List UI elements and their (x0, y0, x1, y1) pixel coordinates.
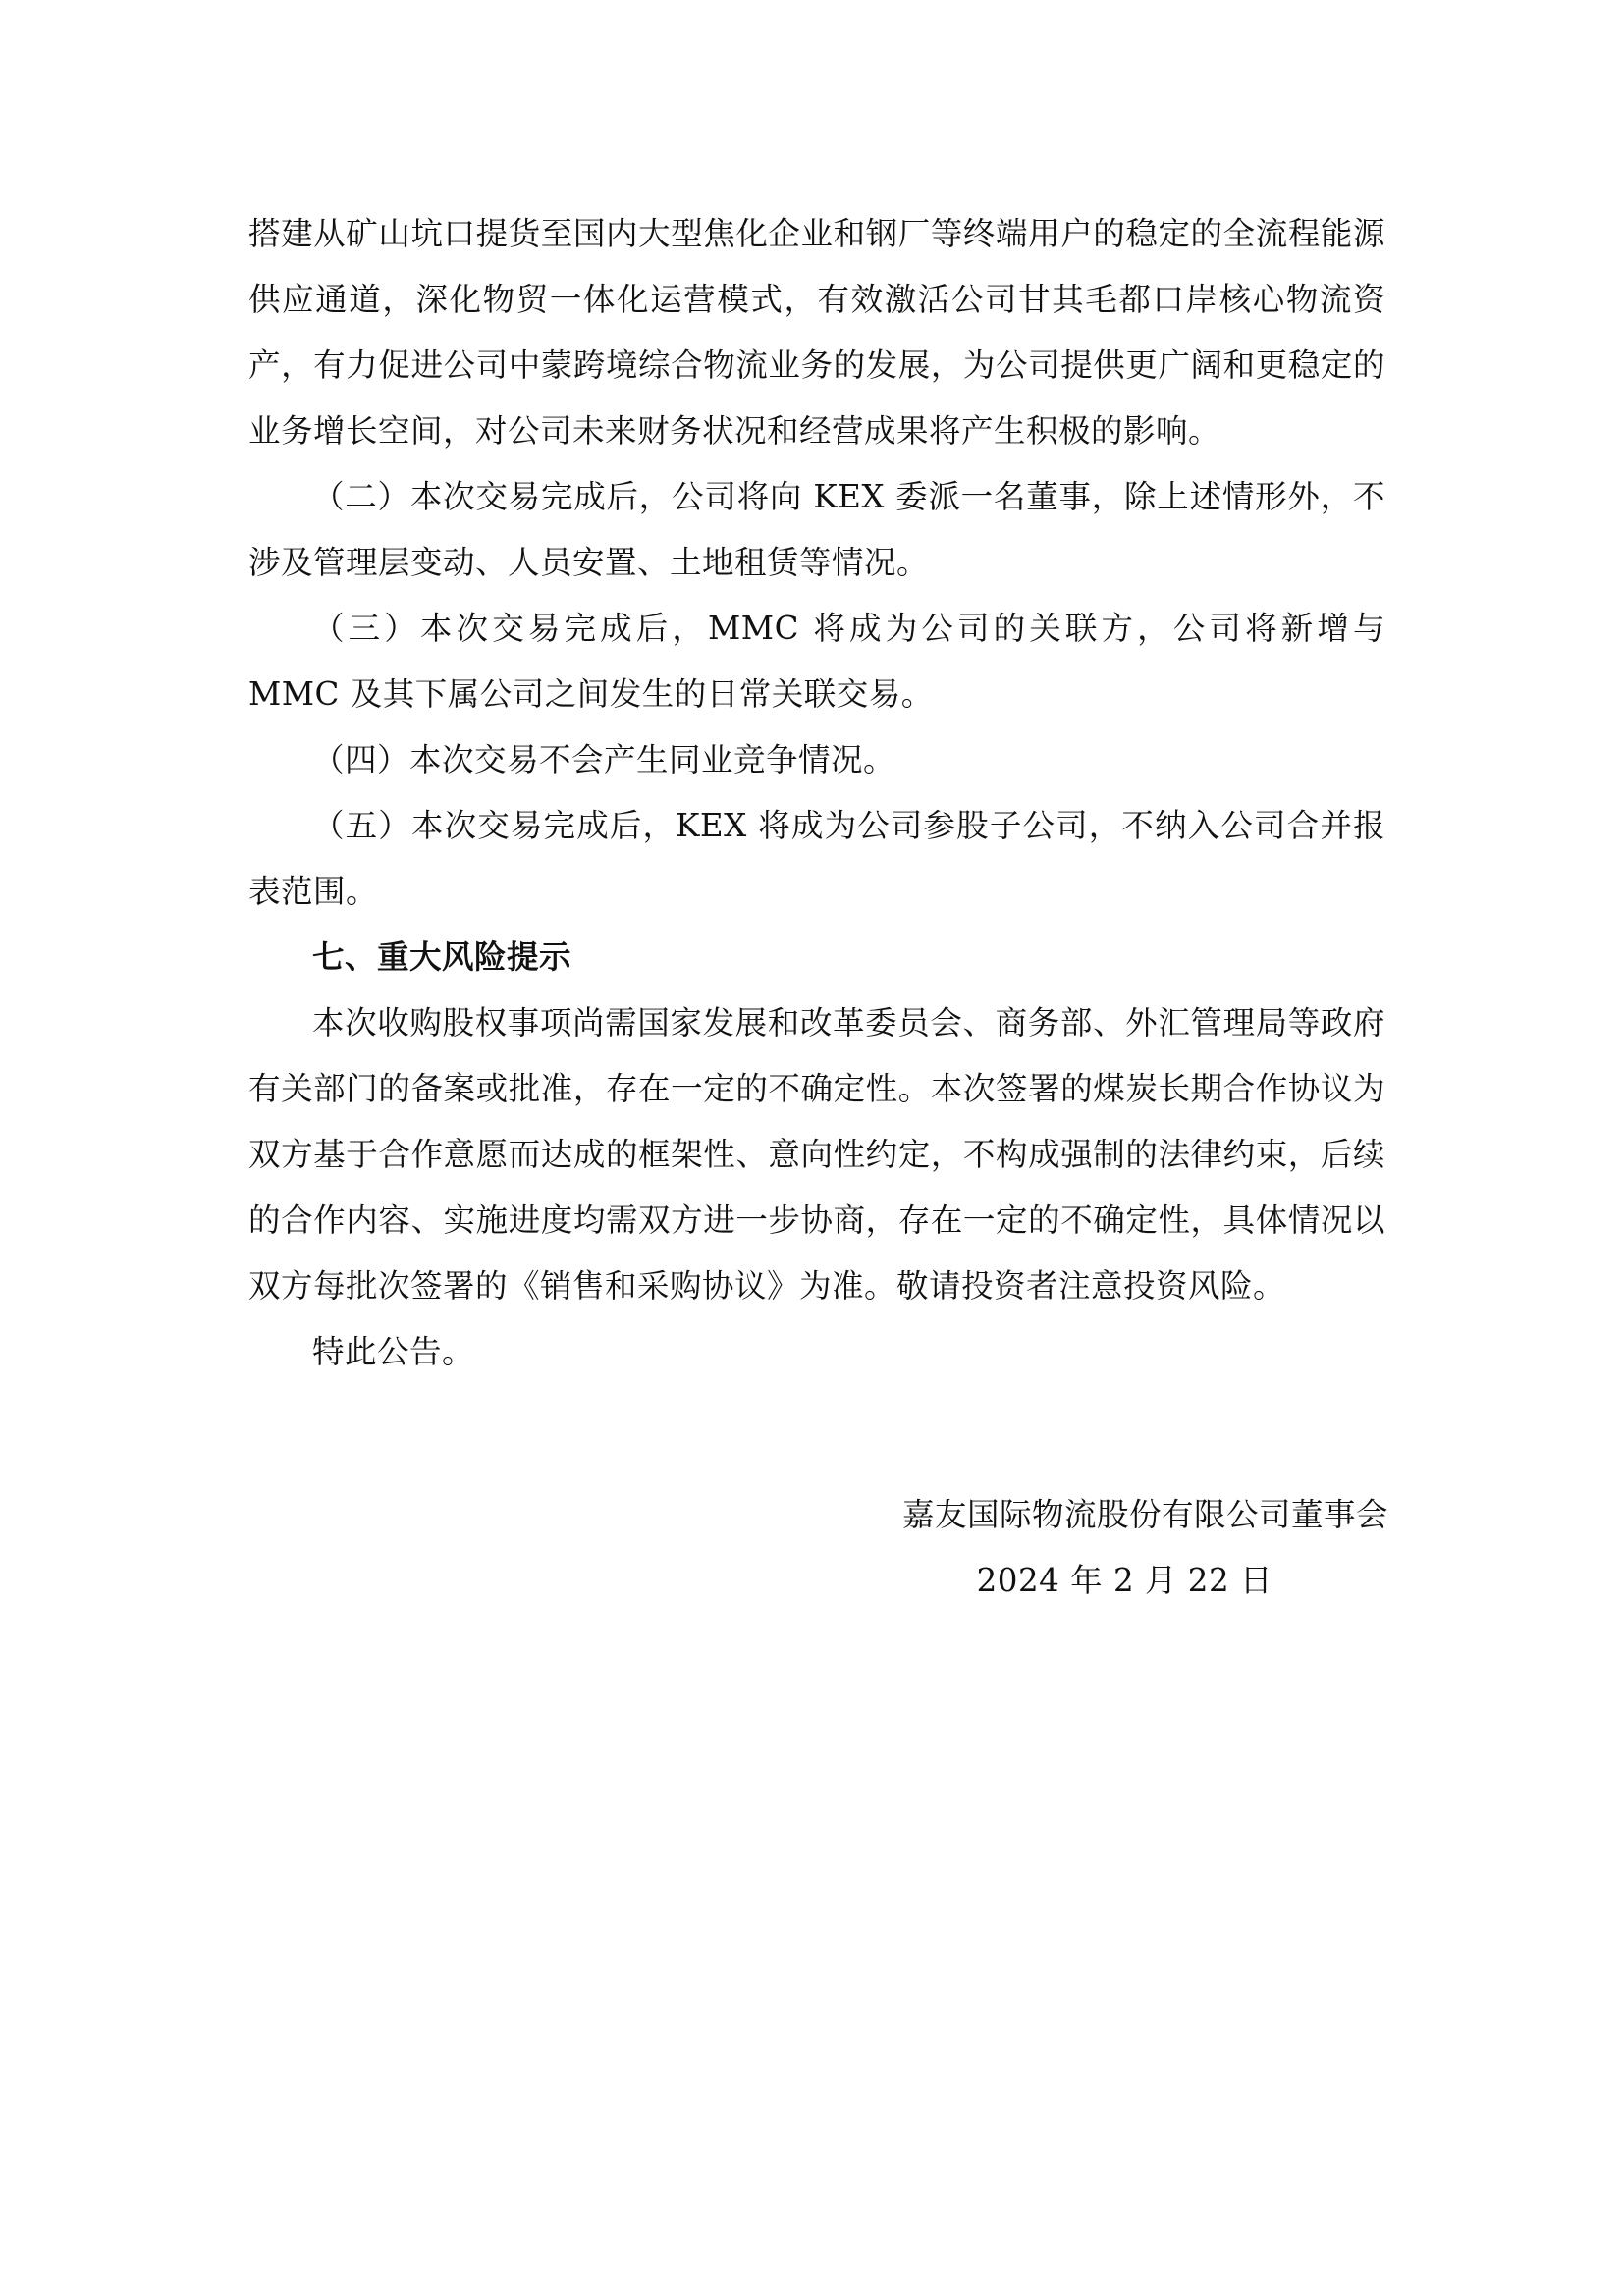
paragraph-item-2: （二）本次交易完成后，公司将向 KEX 委派一名董事，除上述情形外，不涉及管理层变动、人员安置、土地租赁等情况。 (248, 478, 1385, 581)
signature-date: 2024 年 2 月 22 日 (976, 1562, 1272, 1599)
closing-statement: 特此公告。 (312, 1333, 475, 1370)
paragraph-risk: 本次收购股权事项尚需国家发展和改革委员会、商务部、外汇管理局等政府有关部门的备案或批准，存在一定的不确定性。本次签署的煤炭长期合作协议为双方基于合作意愿而达成的框架性、意向性约定，不构成强制的法律约束，后续的合作内容、实施进度均需双方进一步协商，存在一定的不确定性，具体情况以双方每批次签署的《销售和采购协议》为准。敬请投资者注意投资风险。 (248, 1004, 1385, 1305)
signature-block (902, 1482, 1388, 1614)
paragraph-item-5: （五）本次交易完成后，KEX 将成为公司参股子公司，不纳入公司合并报表范围。 (248, 807, 1385, 910)
paragraph-continuation: 搭建从矿山坑口提货至国内大型焦化企业和钢厂等终端用户的稳定的全流程能源供应通道，深化物贸一体化运营模式，有效激活公司甘其毛都口岸核心物流资产，有力促进公司中蒙跨境综合物流业务的发展，为公司提供更广阔和更稳定的业务增长空间，对公司未来财务状况和经营成果将产生积极的影响。 (248, 215, 1385, 450)
section-heading-risk: 七、重大风险提示 (312, 938, 572, 976)
paragraph-item-3: （三）本次交易完成后，MMC 将成为公司的关联方，公司将新增与 MMC 及其下属公司之间发生的日常关联交易。 (248, 610, 1385, 713)
paragraph-item-4: （四）本次交易不会产生同业竞争情况。 (312, 741, 896, 778)
document-body (248, 201, 1385, 1385)
signature-company: 嘉友国际物流股份有限公司董事会 (901, 1496, 1388, 1533)
